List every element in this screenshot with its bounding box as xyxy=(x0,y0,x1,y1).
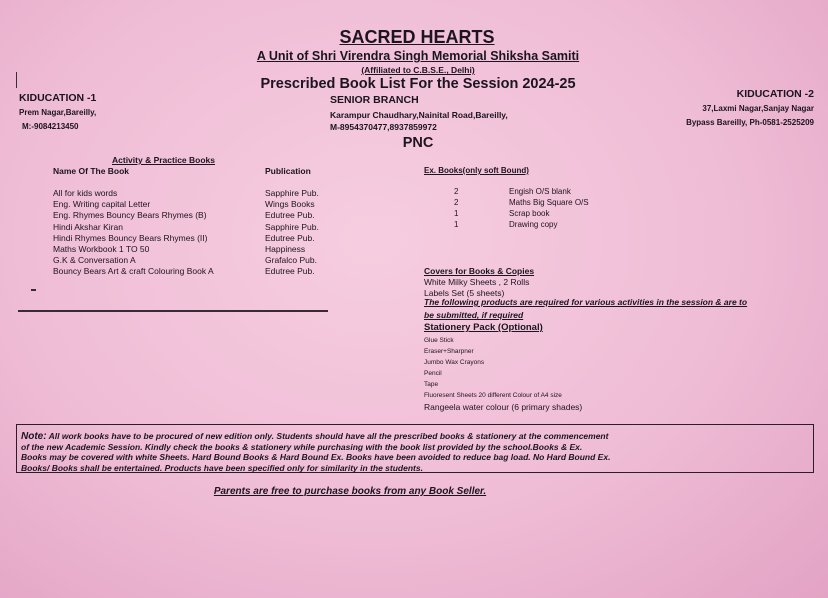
activity-books-heading: Activity & Practice Books xyxy=(112,155,215,165)
book-name: Maths Workbook 1 TO 50 xyxy=(53,244,150,254)
note-label: Note: xyxy=(21,431,47,442)
covers-labels: Labels Set (5 sheets) xyxy=(424,288,505,298)
branch-name: SENIOR BRANCH xyxy=(330,94,419,106)
column-header-book: Name Of The Book xyxy=(53,166,130,176)
kiducation-2-address-line2: Bypass Bareilly, Ph-0581-2525209 xyxy=(686,118,814,127)
kiducation-2-address: 37,Laxmi Nagar,Sanjay Nagar xyxy=(702,104,814,113)
stationery-heading: Stationery Pack (Optional) xyxy=(424,322,543,333)
ex-book-qty: 1 xyxy=(454,209,459,218)
book-name: Eng. Writing capital Letter xyxy=(53,199,151,209)
ex-book-qty: 2 xyxy=(454,198,459,207)
required-products-note-cont: be submitted, if required xyxy=(424,310,524,320)
book-name: Bouncy Bears Art & craft Colouring Book A xyxy=(53,266,214,276)
book-publication: Wings Books xyxy=(265,199,315,209)
kiducation-1-name: KIDUCATION -1 xyxy=(19,92,97,104)
branch-phone: M-8954370477,8937859972 xyxy=(330,122,437,132)
note-line-2: of the new Academic Session. Kindly check the books & stationery while purchasing with the book list provided by the school.Books & Ex. xyxy=(21,442,583,452)
class-name: PNC xyxy=(402,135,434,151)
booklist-title: Prescribed Book List For the Session 2024-25 xyxy=(260,76,576,92)
required-products-note: The following products are required for various activities in the session & are to xyxy=(424,297,748,307)
book-publication: Grafalco Pub. xyxy=(265,255,317,265)
covers-heading: Covers for Books & Copies xyxy=(424,266,535,276)
ex-book-name: Scrap book xyxy=(509,209,550,218)
ex-book-qty: 2 xyxy=(454,187,459,196)
book-publication: Edutree Pub. xyxy=(265,233,315,243)
rangeela-water-colour: Rangeela water colour (6 primary shades) xyxy=(424,402,583,412)
note-line-1 xyxy=(21,431,608,442)
book-name: Hindi Akshar Kiran xyxy=(53,222,123,232)
margin-tick xyxy=(31,289,36,291)
book-name: All for kids words xyxy=(53,188,118,198)
note-line-4: Books/ Books shall be entertained. Products have been specified only for similarity in the students. xyxy=(21,463,423,473)
school-name: SACRED HEARTS xyxy=(339,27,495,47)
book-publication: Sapphire Pub. xyxy=(265,188,319,198)
note-line-3: Books may be covered with white Sheets. Hard Bound Books & Hard Bound Ex. Books have been avoided to reduce bag load. No Hard Bound Ex. xyxy=(21,452,611,462)
parents-note: Parents are free to purchase books from any Book Seller. xyxy=(213,486,487,497)
book-name: G.K & Conversation A xyxy=(53,255,136,265)
ex-books-heading: Ex. Books(only soft Bound) xyxy=(424,166,529,175)
margin-mark xyxy=(16,72,17,88)
covers-sheets: White Milky Sheets , 2 Rolls xyxy=(424,277,530,287)
affiliation-text: (Affiliated to C.B.S.E., Delhi) xyxy=(361,65,475,75)
stationery-item: Pencil xyxy=(424,370,442,377)
ex-book-qty: 1 xyxy=(454,220,459,229)
book-name: Hindi Rhymes Bouncy Bears Rhymes (II) xyxy=(53,233,208,243)
ex-book-name: Engish O/S blank xyxy=(509,187,571,196)
unit-line: A Unit of Shri Virendra Singh Memorial Shiksha Samiti xyxy=(256,49,580,63)
stationery-item: Jumbo Wax Crayons xyxy=(424,359,485,366)
kiducation-1-phone: M:-9084213450 xyxy=(22,122,79,131)
divider-rule xyxy=(18,310,328,312)
stationery-item: Fluoresent Sheets 20 different Colour of A4 size xyxy=(424,392,562,399)
book-publication: Sapphire Pub. xyxy=(265,222,319,232)
stationery-item: Tape xyxy=(424,381,439,388)
ex-book-name: Drawing copy xyxy=(509,220,558,229)
book-publication: Edutree Pub. xyxy=(265,210,315,220)
kiducation-1-address: Prem Nagar,Bareilly, xyxy=(19,108,97,117)
stationery-item: Eraser+Sharpner xyxy=(424,348,474,355)
book-name: Eng. Rhymes Bouncy Bears Rhymes (B) xyxy=(53,210,207,220)
stationery-item: Glue Stick xyxy=(424,337,454,344)
ex-book-name: Maths Big Square O/S xyxy=(509,198,589,207)
column-header-publication: Publication xyxy=(265,166,311,176)
kiducation-2-name: KIDUCATION -2 xyxy=(736,88,814,100)
branch-address: Karampur Chaudhary,Nainital Road,Bareilly, xyxy=(330,110,508,120)
book-publication: Happiness xyxy=(265,244,306,254)
note-text: All work books have to be procured of new edition only. Students should have all the prescribed books & stationery at the commencement xyxy=(46,431,609,441)
note-box xyxy=(16,424,814,473)
book-publication: Edutree Pub. xyxy=(265,266,315,276)
